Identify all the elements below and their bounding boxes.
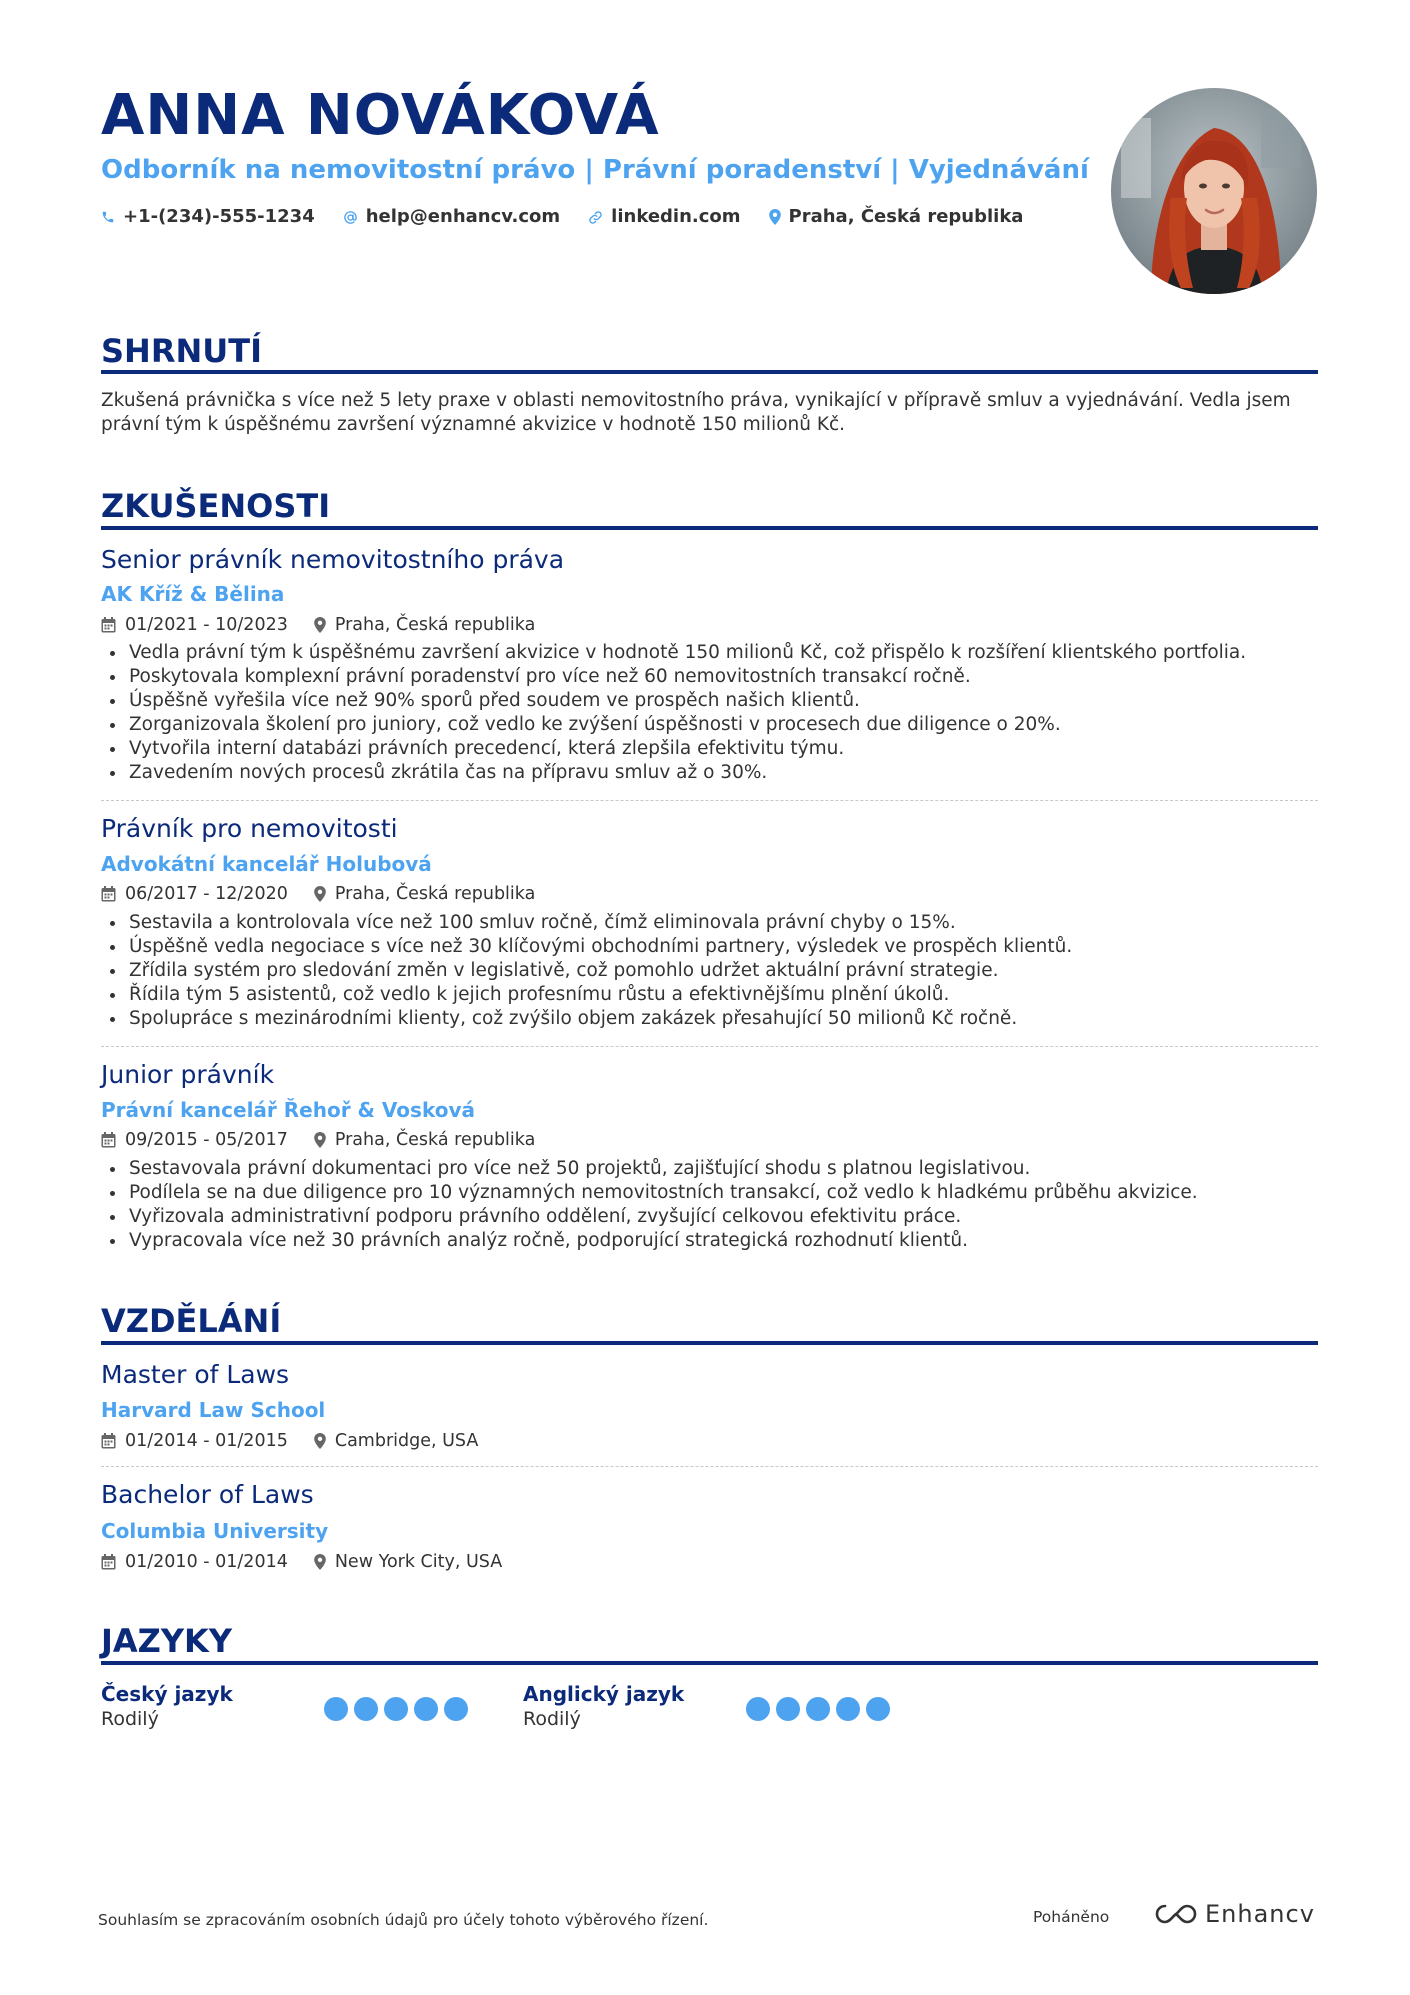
rating-dot <box>776 1697 800 1721</box>
rating-dot <box>806 1697 830 1721</box>
contact-bar <box>101 204 1051 230</box>
education-location-text: New York City, USA <box>334 1552 503 1572</box>
job-dates <box>101 613 288 637</box>
enhancv-logo-icon <box>1153 1902 1199 1926</box>
languages-divider <box>101 1661 1318 1665</box>
location-pin-icon <box>314 1132 326 1148</box>
rating-dot <box>746 1697 770 1721</box>
link-icon <box>588 210 603 225</box>
job-title: Právník pro nemovitosti <box>101 814 398 843</box>
education-divider <box>101 1341 1318 1345</box>
education-degree: Bachelor of Laws <box>101 1480 314 1509</box>
profile-photo <box>1111 88 1317 294</box>
location-pin-icon <box>314 1433 326 1449</box>
list-item: Zavedením nových procesů zkrátila čas na přípravu smluv až o 30%. <box>101 761 1318 785</box>
phone-icon <box>101 210 115 224</box>
education-heading: VZDĚLÁNÍ <box>101 1302 282 1340</box>
rating-dot <box>384 1697 408 1721</box>
list-item: Úspěšně vyřešila více než 90% sporů před soudem ve prospěch našich klientů. <box>101 689 1318 713</box>
contact-location <box>769 204 1024 230</box>
list-item: Zřídila systém pro sledování změn v legislativě, což pomohlo udržet aktuální právní strategie. <box>101 959 1318 983</box>
list-item: Vytvořila interní databázi právních precedencí, která zlepšila efektivitu týmu. <box>101 737 1318 761</box>
location-pin-icon <box>314 1554 326 1570</box>
experience-divider <box>101 526 1318 530</box>
contact-email[interactable] <box>343 204 560 230</box>
job-bullets <box>101 911 1318 1031</box>
list-item: Sestavila a kontrolovala více než 100 smluv ročně, čímž eliminovala právní chyby o 15%. <box>101 911 1318 935</box>
rating-dot <box>354 1697 378 1721</box>
candidate-title: Odborník na nemovitostní právo | Právní poradenství | Vyjednávání <box>101 155 1089 185</box>
rating-dot <box>414 1697 438 1721</box>
job-bullets <box>101 1157 1318 1253</box>
job-title: Junior právník <box>101 1060 275 1089</box>
education-dates <box>101 1550 288 1574</box>
list-item: Vedla právní tým k úspěšnému završení akvizice v hodnotě 150 milionů Kč, což přispělo k rozšíření klientského portfolia. <box>101 641 1318 665</box>
job-dates-text: 01/2021 - 10/2023 <box>125 615 288 635</box>
email-text: help@enhancv.com <box>365 206 561 227</box>
list-item: Sestavovala právní dokumentaci pro více než 50 projektů, zajišťující shodu s platnou legislativou. <box>101 1157 1318 1181</box>
location-text: Praha, Česká republika <box>788 206 1024 227</box>
education-dates <box>101 1429 288 1453</box>
candidate-name: ANNA NOVÁKOVÁ <box>101 83 660 148</box>
brand-name: Enhancv <box>1205 1900 1315 1928</box>
list-item: Zorganizovala školení pro juniory, což vedlo ke zvýšení úspěšnosti v procesech due diligence o 20%. <box>101 713 1318 737</box>
education-school: Columbia University <box>101 1519 329 1543</box>
contact-linkedin[interactable] <box>588 204 740 230</box>
list-item: Vyřizovala administrativní podporu právního oddělení, zvyšující celkovou efektivitu práce. <box>101 1205 1318 1229</box>
contact-phone[interactable] <box>101 204 315 230</box>
language-level: Rodilý <box>523 1708 581 1730</box>
brand-logo[interactable] <box>1153 1898 1315 1930</box>
job-meta <box>101 613 561 637</box>
rating-dot <box>866 1697 890 1721</box>
at-icon <box>343 210 358 225</box>
calendar-icon <box>101 1132 116 1148</box>
job-location-text: Praha, Česká republika <box>334 615 536 635</box>
list-item: Úspěšně vedla negociace s více než 30 klíčovými obchodními partnery, výsledek ve prospěch klientů. <box>101 935 1318 959</box>
job-dates-text: 09/2015 - 05/2017 <box>125 1130 288 1150</box>
rating-dot <box>324 1697 348 1721</box>
rating-dot <box>836 1697 860 1721</box>
entry-separator <box>101 1046 1318 1047</box>
job-location-text: Praha, Česká republika <box>334 1130 536 1150</box>
linkedin-text: linkedin.com <box>611 206 741 227</box>
education-meta <box>101 1429 504 1453</box>
language-level: Rodilý <box>101 1708 159 1730</box>
calendar-icon <box>101 1554 116 1570</box>
job-company: Právní kancelář Řehoř & Vosková <box>101 1098 475 1122</box>
job-company: AK Kříž & Bělina <box>101 582 285 606</box>
education-dates-text: 01/2010 - 01/2014 <box>125 1552 288 1572</box>
job-location <box>314 1128 535 1152</box>
list-item: Spolupráce s mezinárodními klienty, což zvýšilo objem zakázek přesahující 50 milionů Kč ročně. <box>101 1007 1318 1031</box>
entry-separator <box>101 800 1318 801</box>
phone-text: +1-(234)-555-1234 <box>123 206 315 227</box>
education-dates-text: 01/2014 - 01/2015 <box>125 1431 288 1451</box>
education-location <box>314 1429 478 1453</box>
languages-heading: JAZYKY <box>101 1622 233 1660</box>
consent-note: Souhlasím se zpracováním osobních údajů pro účely tohoto výběrového řízení. <box>98 1911 709 1929</box>
summary-text: Zkušená právnička s více než 5 lety praxe v oblasti nemovitostního práva, vynikající v přípravě smluv a vyjednávání. Vedla jsem právní tým k úspěšnému završení významné akvizice v hodnotě 150 milionů Kč. <box>101 390 1291 435</box>
language-name: Český jazyk <box>101 1682 233 1706</box>
education-meta <box>101 1550 528 1574</box>
language-rating <box>746 1697 896 1721</box>
calendar-icon <box>101 617 116 633</box>
location-pin-icon <box>769 209 781 225</box>
job-dates-text: 06/2017 - 12/2020 <box>125 884 288 904</box>
list-item: Podílela se na due diligence pro 10 významných nemovitostních transakcí, což vedlo k hladkému průběhu akvizice. <box>101 1181 1318 1205</box>
education-location-text: Cambridge, USA <box>334 1431 479 1451</box>
portrait-image <box>1111 88 1317 294</box>
language-rating <box>324 1697 474 1721</box>
job-meta <box>101 1128 561 1152</box>
powered-by-label: Poháněno <box>1033 1908 1110 1926</box>
job-location-text: Praha, Česká republika <box>334 884 536 904</box>
entry-separator <box>101 1466 1318 1467</box>
job-dates <box>101 1128 288 1152</box>
list-item: Vypracovala více než 30 právních analýz ročně, podporující strategická rozhodnutí klientů. <box>101 1229 1318 1253</box>
job-location <box>314 613 535 637</box>
education-location <box>314 1550 502 1574</box>
job-company: Advokátní kancelář Holubová <box>101 852 432 876</box>
location-pin-icon <box>314 617 326 633</box>
list-item: Řídila tým 5 asistentů, což vedlo k jejich profesnímu růstu a efektivnějšímu plnění úkolů. <box>101 983 1318 1007</box>
job-bullets <box>101 641 1318 785</box>
location-pin-icon <box>314 886 326 902</box>
job-location <box>314 882 535 906</box>
experience-heading: ZKUŠENOSTI <box>101 487 331 525</box>
job-title: Senior právník nemovitostního práva <box>101 545 565 574</box>
language-name: Anglický jazyk <box>523 1682 685 1706</box>
calendar-icon <box>101 886 116 902</box>
list-item: Poskytovala komplexní právní poradenství pro více než 60 nemovitostních transakcí ročně. <box>101 665 1318 689</box>
summary-heading: SHRNUTÍ <box>101 332 262 370</box>
summary-divider <box>101 370 1318 374</box>
rating-dot <box>444 1697 468 1721</box>
education-degree: Master of Laws <box>101 1360 290 1389</box>
job-meta <box>101 882 561 906</box>
job-dates <box>101 882 288 906</box>
education-school: Harvard Law School <box>101 1398 326 1422</box>
calendar-icon <box>101 1433 116 1449</box>
